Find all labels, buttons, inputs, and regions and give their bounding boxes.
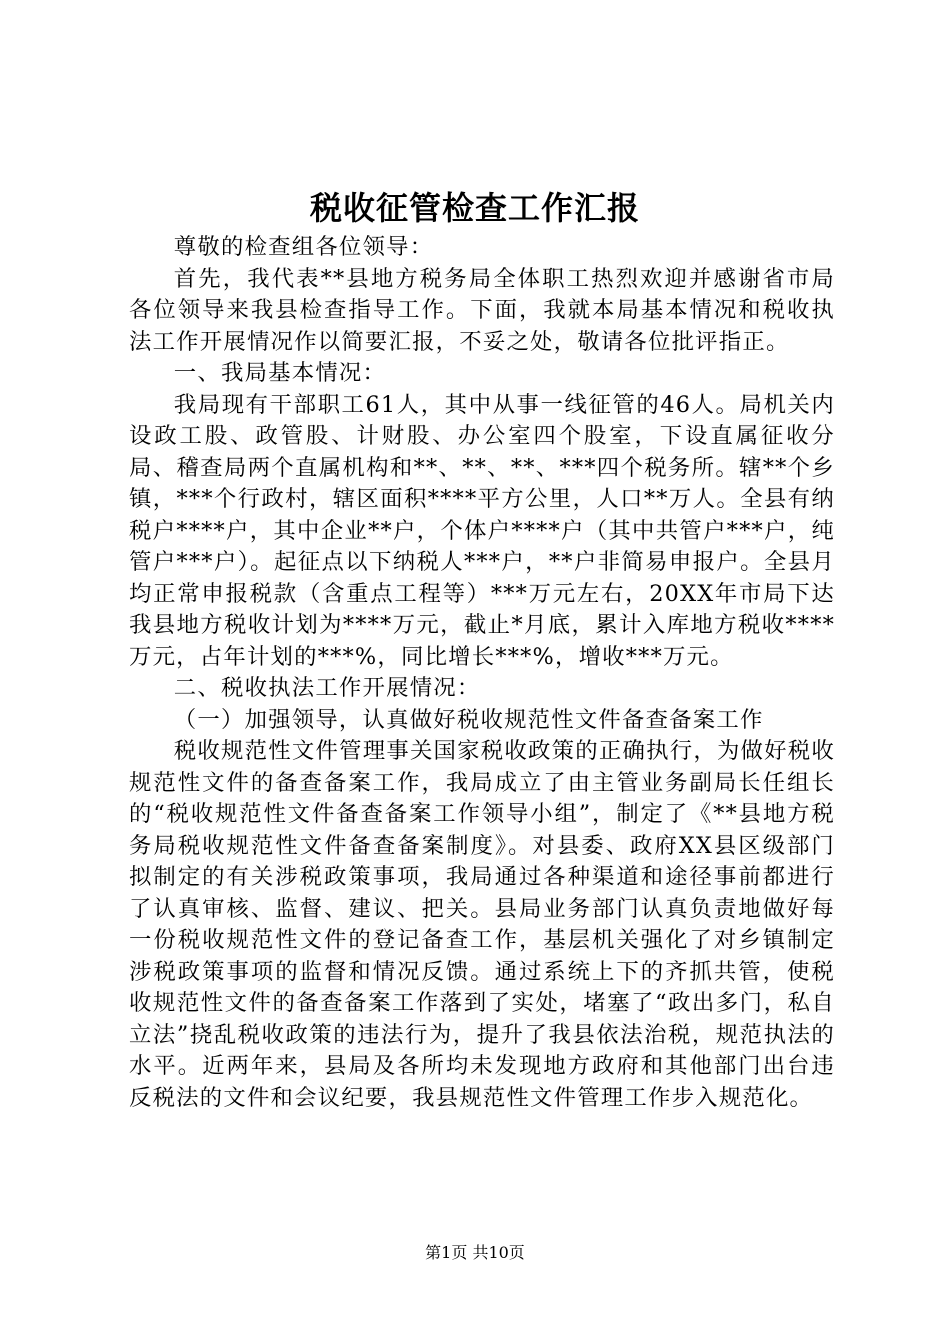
filing-work-paragraph: 税收规范性文件管理事关国家税收政策的正确执行，为做好税收规范性文件的备查备案工作，我局成立了由主管业务副局长任组长的“税收规范性文件备查备案工作领导小组”，制定了《**县地方税务局税收规范性文件备查备案制度》。对县委、政府XX县区级部门拟制定的有关涉税政策事项，我局通过各种渠道和途径事前都进行了认真审核、监督、建议、把关。县局业务部门认真负责地做好每一份税收规范性文件的登记备查工作，基层机关强化了对乡镇制定涉税政策事项的监督和情况反馈。通过系统上下的齐抓共管，使税收规范性文件的备查备案工作落到了实处，堵塞了“政出多门，私自立法”挠乱税收政策的违法行为，提升了我县依法治税，规范执法的水平。近两年来，县局及各所均未发现地方政府和其他部门出台违反税法的文件和会议纪要，我县规范性文件管理工作步入规范化。 bbox=[129, 738, 835, 1111]
document-title: 税收征管检查工作汇报 bbox=[309, 189, 640, 227]
section-heading-1: 一、我局基本情况： bbox=[173, 360, 387, 386]
document-body bbox=[129, 232, 835, 1114]
intro-paragraph: 首先，我代表**县地方税务局全体职工热烈欢迎并感谢省市局各位领导来我县检查指导工作。下面，我就本局基本情况和税收执法工作开展情况作以简要汇报，不妥之处，敬请各位批评指正。 bbox=[129, 265, 835, 355]
salutation: 尊敬的检查组各位领导： bbox=[173, 234, 434, 260]
section-heading-2: 二、税收执法工作开展情况： bbox=[173, 675, 481, 701]
page-footer: 第1页 共10页 bbox=[425, 1243, 525, 1262]
basic-info-paragraph: 我局现有干部职工61人，其中从事一线征管的46人。局机关内设政工股、政管股、计财股、办公室四个股室，下设直属征收分局、稽查局两个直属机构和**、**、**、***四个税务所。辖**个乡镇，***个行政村，辖区面积****平方公里，人口**万人。全县有纳税户****户，其中企业**户，个体户****户（其中共管户***户，纯管户***户）。起征点以下纳税人***户，**户非简易申报户。全县月均正常申报税款（含重点工程等）***万元左右，20XX年市局下达我县地方税收计划为****万元，截止*月底，累计入库地方税收****万元，占年计划的***%，同比增长***%，增收***万元。 bbox=[129, 391, 835, 670]
subsection-heading-1: （一）加强领导，认真做好税收规范性文件备查备案工作 bbox=[173, 706, 764, 733]
